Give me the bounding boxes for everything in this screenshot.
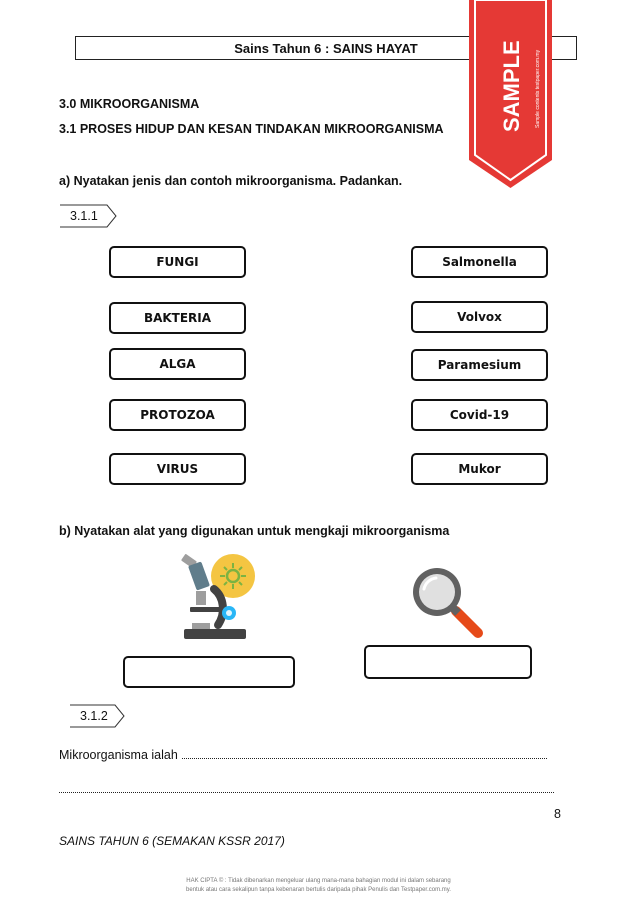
section-subheading: 3.1 PROSES HIDUP DAN KESAN TINDAKAN MIKROORGANISMA	[59, 122, 444, 136]
match-type-bakteria[interactable]: BAKTERIA	[109, 302, 246, 334]
tag-label: 3.1.2	[80, 709, 108, 723]
match-example-mukor[interactable]: Mukor	[411, 453, 548, 485]
match-example-paramesium[interactable]: Paramesium	[411, 349, 548, 381]
answer-dotted-line[interactable]	[59, 792, 554, 793]
question-a: a) Nyatakan jenis dan contoh mikroorganisma. Padankan.	[59, 174, 403, 188]
footer-text: SAINS TAHUN 6 (SEMAKAN KSSR 2017)	[59, 834, 285, 848]
copyright-line-1: HAK CIPTA © : Tidak dibenarkan mengeluar ulang mana-mana bahagian modul ini dalam sebarang	[186, 878, 451, 884]
tag-3-1-1	[59, 204, 119, 228]
definition-line	[59, 746, 547, 762]
match-example-covid19[interactable]: Covid-19	[411, 399, 548, 431]
answer-box-tool-2[interactable]	[364, 645, 532, 679]
tag-label: 3.1.1	[70, 209, 98, 223]
match-type-alga[interactable]: ALGA	[109, 348, 246, 380]
header-title: Sains Tahun 6 : SAINS HAYAT	[234, 40, 418, 56]
match-type-protozoa[interactable]: PROTOZOA	[109, 399, 246, 431]
question-b: b) Nyatakan alat yang digunakan untuk mengkaji mikroorganisma	[59, 524, 450, 538]
answer-box-tool-1[interactable]	[123, 656, 295, 688]
magnifying-glass-icon	[410, 567, 486, 639]
copyright-notice	[100, 877, 537, 895]
ribbon-subtext: Sample contents testpaper.com.my	[535, 49, 541, 128]
match-type-fungi[interactable]: FUNGI	[109, 246, 246, 278]
definition-label: Mikroorganisma ialah	[59, 748, 178, 762]
match-example-salmonella[interactable]: Salmonella	[411, 246, 548, 278]
definition-answer-line[interactable]	[182, 746, 547, 759]
microscope-icon	[176, 551, 258, 645]
ribbon-text: SAMPLE	[499, 40, 524, 132]
tag-3-1-2	[69, 704, 129, 728]
sample-ribbon	[469, 0, 552, 190]
match-example-volvox[interactable]: Volvox	[411, 301, 548, 333]
page-number: 8	[554, 807, 561, 821]
copyright-line-2: bentuk atau cara sekalipun tanpa kebenaran bertulis daripada pihak Penulis dan Testpaper.com.my.	[186, 887, 451, 893]
section-heading: 3.0 MIKROORGANISMA	[59, 97, 200, 111]
match-type-virus[interactable]: VIRUS	[109, 453, 246, 485]
